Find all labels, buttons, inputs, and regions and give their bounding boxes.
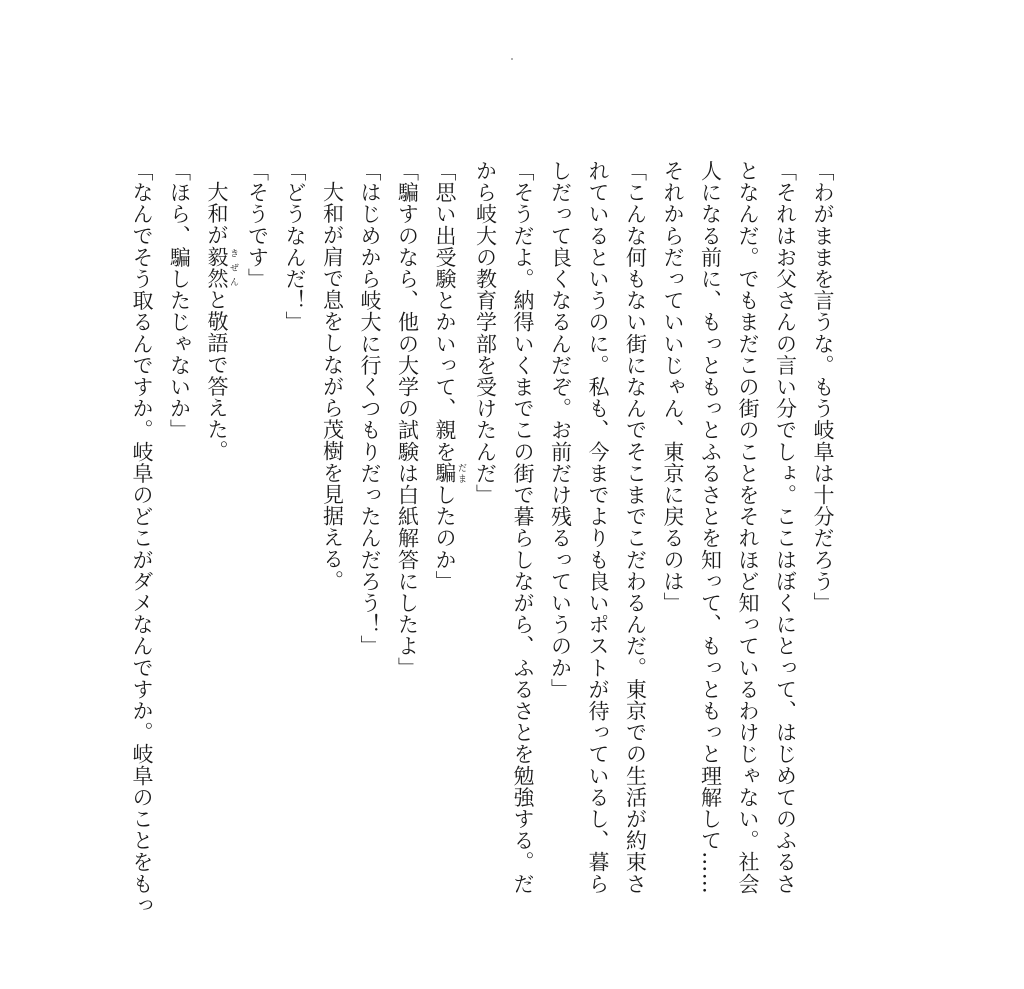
text-line: それからだっていいじゃん、東京に戻るのは」 — [661, 160, 685, 614]
text-line: 「そうだよ。納得いくまでこの街で暮らしながら、ふるさとを勉強する。だ — [511, 160, 535, 895]
ruby-base: 騙 — [433, 462, 457, 485]
text-line: 「ほら、騙したじゃないか」 — [167, 160, 192, 441]
text-line: 「それはお父さんの言い分でしょ。ここはぼくにとって、はじめてのふるさ — [773, 160, 798, 895]
text-segment: 「思い出受験とかいって、親を — [433, 160, 457, 463]
text-line: 「どうなんだ！」 — [283, 160, 307, 333]
text-line-with-ruby — [426, 160, 467, 860]
text-line: 人になる前に、もっともっとふるさとを知って、もっともっと理解して…… — [698, 160, 723, 895]
text-line: から岐大の教育学部を受けたんだ」 — [473, 160, 498, 506]
text-segment: したのか」 — [433, 484, 457, 593]
vertical-text-body — [123, 160, 842, 916]
page-mark — [511, 58, 513, 60]
narration-line-with-ruby — [198, 160, 239, 860]
ruby-kizen — [205, 245, 238, 290]
text-line: となんだ。でもまだこの街のことをそれほど知っているわけじゃない。社会 — [736, 160, 760, 895]
narration-line: 大和が肩で息をしながら茂樹を見据える。 — [320, 181, 345, 592]
text-line: 「はじめから岐大に行くつもりだったんだろう！」 — [358, 160, 382, 657]
ruby-dama — [433, 462, 466, 485]
text-line: 「そうです」 — [245, 160, 270, 290]
ruby-reading: だま — [456, 462, 466, 484]
text-line: れているというのに。私も、今までよりも良いポストが待っているし、暮ら — [586, 160, 610, 895]
ruby-reading: きぜん — [228, 245, 238, 289]
text-line: 「なんでそう取るんですか。岐阜のどこがダメなんですか。岐阜のことをもっ — [130, 160, 154, 916]
ruby-base: 毅然 — [205, 245, 229, 290]
text-line: 「わがままを言うな。もう岐阜は十分だろう」 — [811, 160, 835, 614]
text-segment: と敬語で答えた。 — [205, 289, 229, 462]
text-segment: 大和が — [205, 181, 229, 246]
text-line: しだって良くなるんだぞ。お前だけ残るっていうのか」 — [548, 160, 573, 700]
text-line: 「騙すのなら、他の大学の試験は白紙解答にしたよ」 — [395, 160, 420, 679]
text-line: 「こんな何もない街になんでそこまでこだわるんだ。東京での生活が約束さ — [623, 160, 648, 895]
